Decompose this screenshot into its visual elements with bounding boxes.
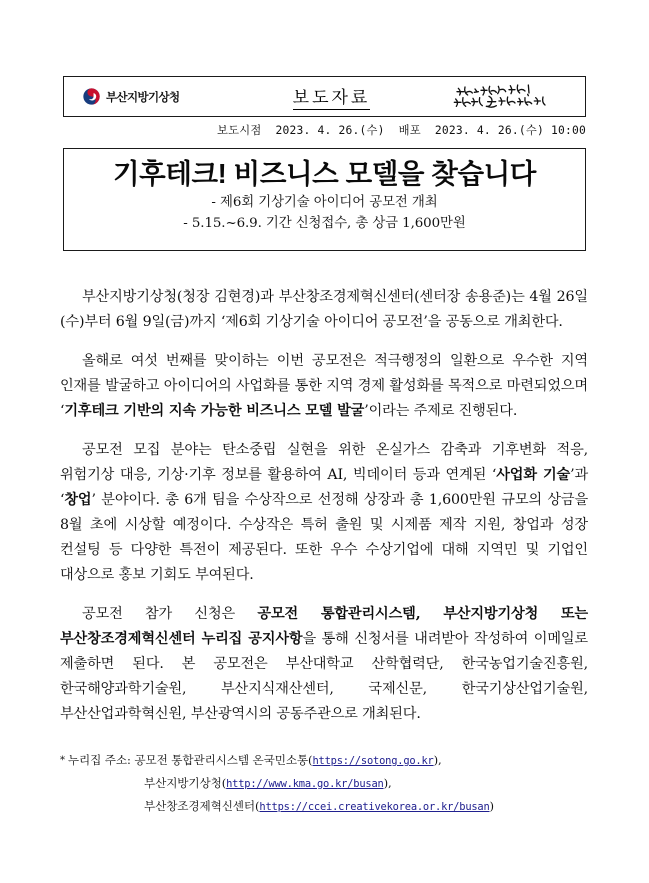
subhead-line-1: - 제6회 기상기술 아이디어 공모전 개최: [211, 195, 438, 211]
paragraph-3-emphasis-1: 사업화 기술: [496, 467, 571, 483]
release-value: 2023. 4. 26.(수) 10:00: [434, 124, 586, 137]
embargo-value: 2023. 4. 26.(수): [275, 124, 385, 137]
footnote-item-1-close: ),: [433, 753, 442, 767]
paragraph-3-emphasis-2: 창업: [64, 492, 92, 508]
header-slogan-block: [435, 83, 585, 111]
footnote-item-2-name: 부산지방기상청(: [144, 776, 227, 790]
footnote-line-3: [60, 795, 588, 818]
footnote-block: [60, 749, 588, 818]
paragraph-1: [60, 285, 588, 335]
paragraph-4-text-a: 공모전 참가 신청은: [82, 606, 258, 622]
footnote-mark: *: [60, 755, 65, 766]
paragraph-3-text-c: ’ 분야이다. 총 6개 팀을 수상작으로 선정해 상장과 총 1,600만원 규모의 상금을 8월 초에 시상할 예정이다. 수상작은 특허 출원 및 시제품 제작 지원, 창업과 성장 컨설팅 등 다양한 특전이 제공된다. 또한 우수 수상기업에 대해 지역민 및 기업인 대상으로 홍보 기회도 부여된다.: [60, 492, 588, 583]
footnote-item-3-url[interactable]: https://ccei.creativekorea.or.kr/busan: [259, 801, 490, 813]
header-doc-kind-wrap: [264, 83, 435, 110]
footnote-item-1-url[interactable]: https://sotong.go.kr: [312, 755, 434, 767]
title-box: [63, 148, 586, 251]
paragraph-4-emphasis: 공모전 통합관리시스템, 부산지방기상청 또는 부산창조경제혁신센터 누리집 공지사항: [60, 606, 588, 647]
document-header-box: [63, 76, 586, 117]
korea-government-taegeuk-icon: [83, 88, 100, 105]
paragraph-4-text-b: 을 통해 신청서를 내려받아 작성하여 이메일로 제출하면 된다. 본 공모전은 부산대학교 산학협력단, 한국농업기술진흥원, 한국해양과학기술원, 부산지식재산센터, 국제신문, 한국기상산업기술원, 부산산업과학혁신원, 부산광역시의 공동주관으로 개최된다.: [60, 631, 588, 722]
footnote-label: 누리집 주소:: [67, 753, 131, 767]
subhead-line-2: - 5.15.~6.9. 기간 신청접수, 총 상금 1,600만원: [183, 216, 466, 232]
footnote-item-1-name: 공모전 통합관리시스템 온국민소통(: [134, 753, 313, 767]
calligraphy-slogan-icon: [451, 83, 559, 111]
paragraph-2-emphasis: 기후테크 기반의 지속 가능한 비즈니스 모델 발굴: [64, 403, 365, 419]
dateline: [60, 122, 586, 138]
paragraph-3-text-a: 공모전 모집 분야는 탄소중립 실현을 위한 온실가스 감축과 기후변화 적응, 위험기상 대응, 기상·기후 정보를 활용하여 AI, 빅데이터 등과 연계된 ‘: [60, 442, 588, 483]
footnote-line-1: [60, 749, 588, 772]
body-content: [60, 285, 588, 741]
paragraph-3-text-b: ’과 ‘: [60, 467, 588, 508]
paragraph-2-text-a: 올해로 여섯 번째를 맞이하는 이번 공모전은 적극행정의 일환으로 우수한 지역 인재를 발굴하고 아이디어의 사업화를 통한 지역 경제 활성화를 목적으로 마련되었으며 ‘: [60, 353, 588, 419]
header-agency-block: [64, 88, 264, 105]
paragraph-3: [60, 438, 588, 588]
footnote-item-3-name: 부산창조경제혁신센터(: [144, 799, 260, 813]
embargo-label: 보도시점: [217, 124, 262, 137]
headline: 기후테크! 비즈니스 모델을 찾습니다: [113, 158, 536, 189]
paragraph-1-text: 부산지방기상청(청장 김현경)과 부산창조경제혁신센터(센터장 송용준)는 4월 26일(수)부터 6월 9일(금)까지 ‘제6회 기상기술 아이디어 공모전’을 공동으로 개최한다.: [60, 289, 588, 330]
footnote-line-2: [60, 772, 588, 795]
footnote-item-2-url[interactable]: http://www.kma.go.kr/busan: [226, 778, 384, 790]
footnote-item-3-close: ): [489, 799, 494, 813]
paragraph-2: [60, 349, 588, 424]
footnote-item-2-close: ),: [383, 776, 392, 790]
document-kind-title: 보도자료: [293, 83, 371, 110]
paragraph-4: [60, 602, 588, 727]
release-label: 배포: [398, 124, 421, 137]
paragraph-2-text-b: ’이라는 주제로 진행된다.: [364, 403, 518, 419]
header-agency-name: 부산지방기상청: [106, 91, 180, 104]
